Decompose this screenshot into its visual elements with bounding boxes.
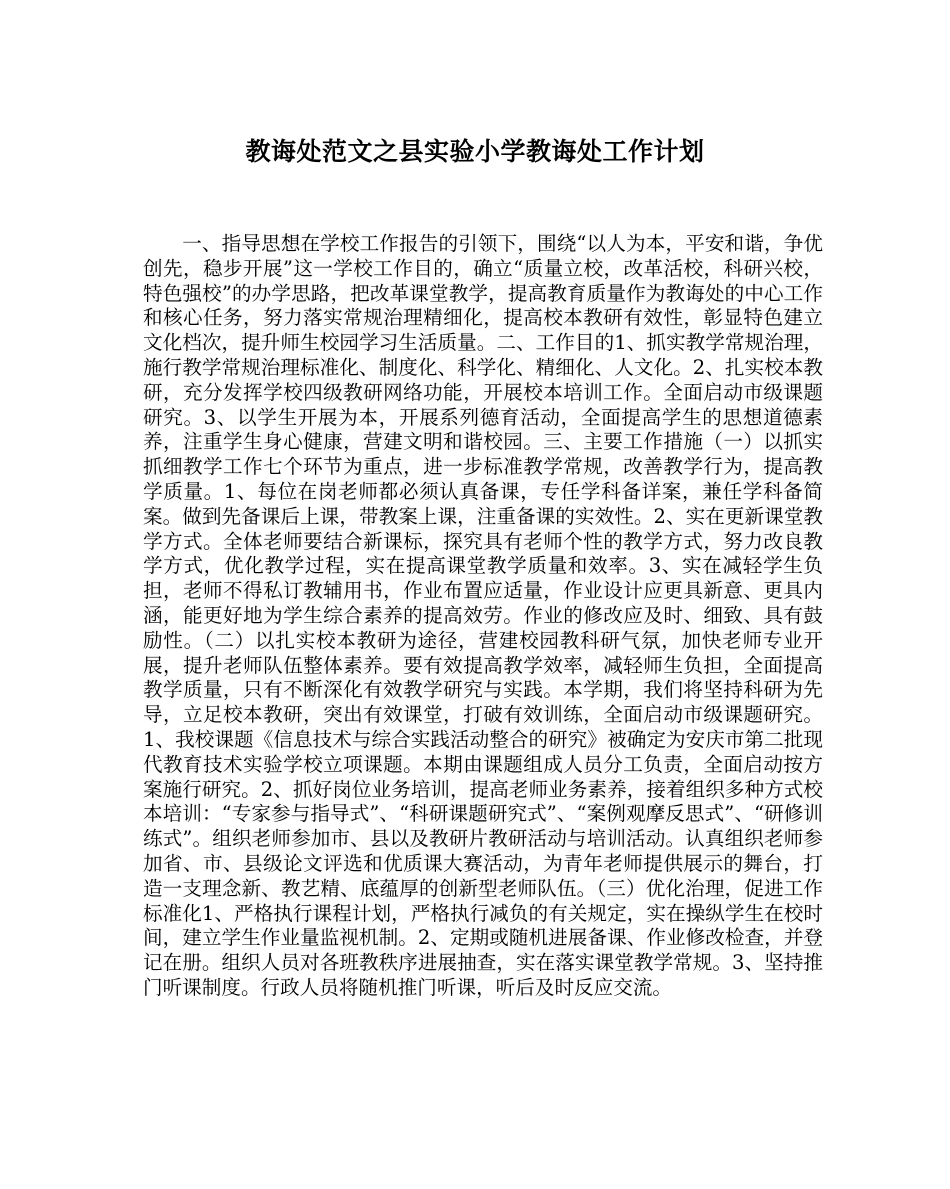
document-body-paragraph: 一、指导思想在学校工作报告的引领下，围绕“以人为本，平安和谐，争优创先，稳步开展”这一学校工作目的，确立“质量立校，改革活校，科研兴校，特色强校”的办学思路，把改革课堂教学，提高教育质量作为教诲处的中心工作和核心任务，努力落实常规治理精细化，提高校本教研有效性，彰显特色建立文化档次，提升师生校园学习生活质量。二、工作目的1、抓实教学常规治理，施行教学常规治理标准化、制度化、科学化、精细化、人文化。2、扎实校本教研，充分发挥学校四级教研网络功能，开展校本培训工作。全面启动市级课题研究。3、以学生开展为本，开展系列德育活动，全面提高学生的思想道德素养，注重学生身心健康，营建文明和谐校园。三、主要工作措施（一）以抓实抓细教学工作七个环节为重点，进一步标准教学常规，改善教学行为，提高教学质量。1、每位在岗老师都必须认真备课，专任学科备详案，兼任学科备简案。做到先备课后上课，带教案上课，注重备课的实效性。2、实在更新课堂教学方式。全体老师要结合新课标，探究具有老师个性的教学方式，努力改良教学方式，优化教学过程，实在提高课堂教学质量和效率。3、实在减轻学生负担，老师不得私订教辅用书，作业布置应适量，作业设计应更具新意、更具内涵，能更好地为学生综合素养的提高效劳。作业的修改应及时、细致、具有鼓励性。（二）以扎实校本教研为途径，营建校园教科研气氛，加快老师专业开展，提升老师队伍整体素养。要有效提高教学效率，减轻师生负担，全面提高教学质量，只有不断深化有效教学研究与实践。本学期，我们将坚持科研为先导，立足校本教研，突出有效课堂，打破有效训练，全面启动市级课题研究。1、我校课题《信息技术与综合实践活动整合的研究》被确定为安庆市第二批现代教育技术实验学校立项课题。本期由课题组成人员分工负责，全面启动按方案施行研究。2、抓好岗位业务培训，提高老师业务素养，接着组织多种方式校本培训：“专家参与指导式”、“科研课题研究式”、“案例观摩反思式”、“研修训练式”。组织老师参加市、县以及教研片教研活动与培训活动。认真组织老师参加省、市、县级论文评选和优质课大赛活动，为青年老师提供展示的舞台，打造一支理念新、教艺精、底蕴厚的创新型老师队伍。（三）优化治理，促进工作标准化1、严格执行课程计划，严格执行减负的有关规定，实在操纵学生在校时间，建立学生作业量监视机制。2、定期或随机进展备课、作业修改检查，并登记在册。组织人员对各班教秩序进展抽查，实在落实课堂教学常规。3、坚持推门听课制度。行政人员将随机推门听课，听后及时反应交流。: [143, 232, 823, 999]
document-title: 教诲处范文之县实验小学教诲处工作计划: [245, 137, 705, 166]
